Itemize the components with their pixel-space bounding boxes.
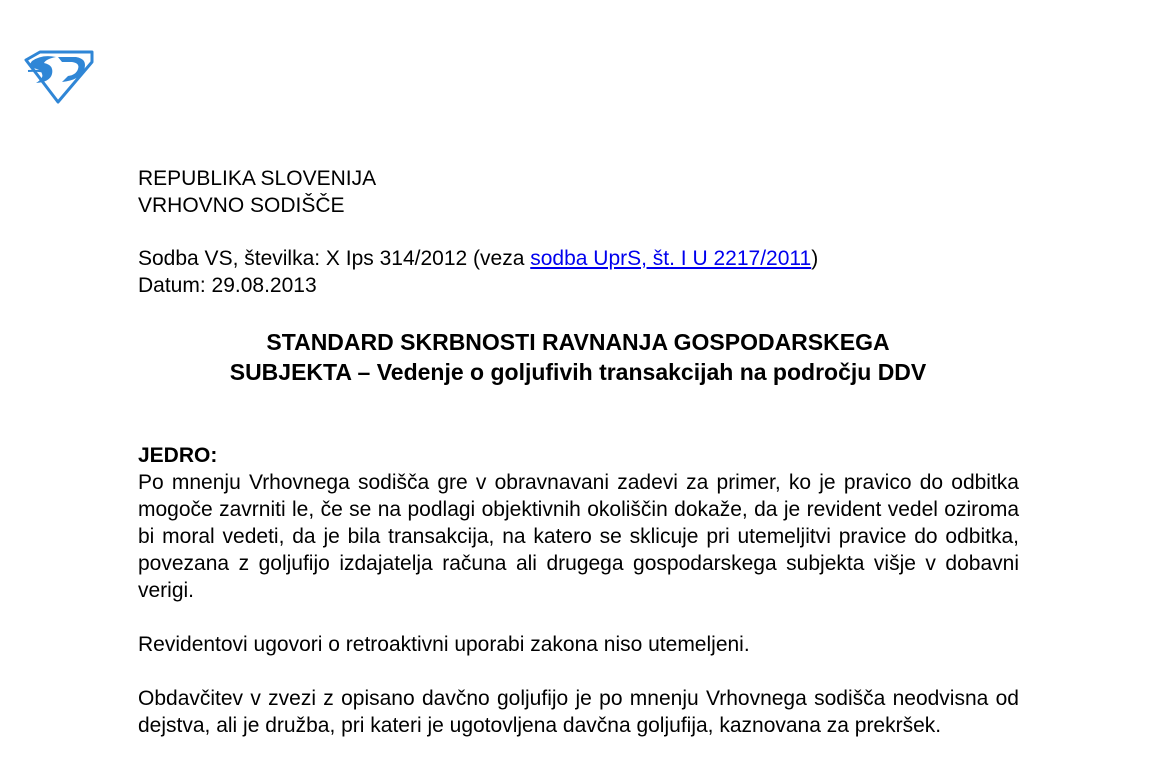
court-header [138,165,376,219]
header-republic: REPUBLIKA SLOVENIJA [138,167,377,190]
case-reference-line [138,245,818,272]
title-line-1: STANDARD SKRBNOSTI RAVNANJA GOSPODARSKEGA [266,329,890,355]
section-label-jedro: JEDRO: [138,444,218,467]
case-number: Sodba VS, številka: X Ips 314/2012 (veza [138,247,531,270]
court-logo [22,50,96,104]
body-paragraph: Obdavčitev v zvezi z opisano davčno goljufijo je po mnenju Vrhovnega sodišča neodvisna od dejstva, ali je družba, pri kateri je ugotovljena davčna goljufija, kaznovana za prekršek. [138,687,1019,737]
related-judgment-link[interactable]: sodba UprS, št. I U 2217/2011 [530,247,812,270]
document-title [138,327,1018,387]
title-line-2: SUBJEKTA – Vedenje o goljufivih transakcijah na področju DDV [229,359,927,385]
header-court: VRHOVNO SODIŠČE [138,194,345,217]
case-reference [138,245,818,299]
case-date: Datum: 29.08.2013 [138,274,317,297]
document-body [138,442,1019,766]
case-reference-close: ) [811,247,819,270]
sd-shield-logo-icon [22,50,96,104]
body-paragraph: Revidentovi ugovori o retroaktivni uporabi zakona niso utemeljeni. [138,633,750,656]
body-paragraph: Po mnenju Vrhovnega sodišča gre v obravnavani zadevi za primer, ko je pravico do odbitka mogoče zavrniti le, če se na podlagi objektivnih okoliščin dokaže, da je revident vedel oziroma bi moral vedeti, da je bila transakcija, na katero se sklicuje pri utemeljitvi pravice do odbitka, povezana z goljufijo izdajatelja računa ali drugega gospodarskega subjekta višje v dobavni verigi. [138,471,1019,602]
